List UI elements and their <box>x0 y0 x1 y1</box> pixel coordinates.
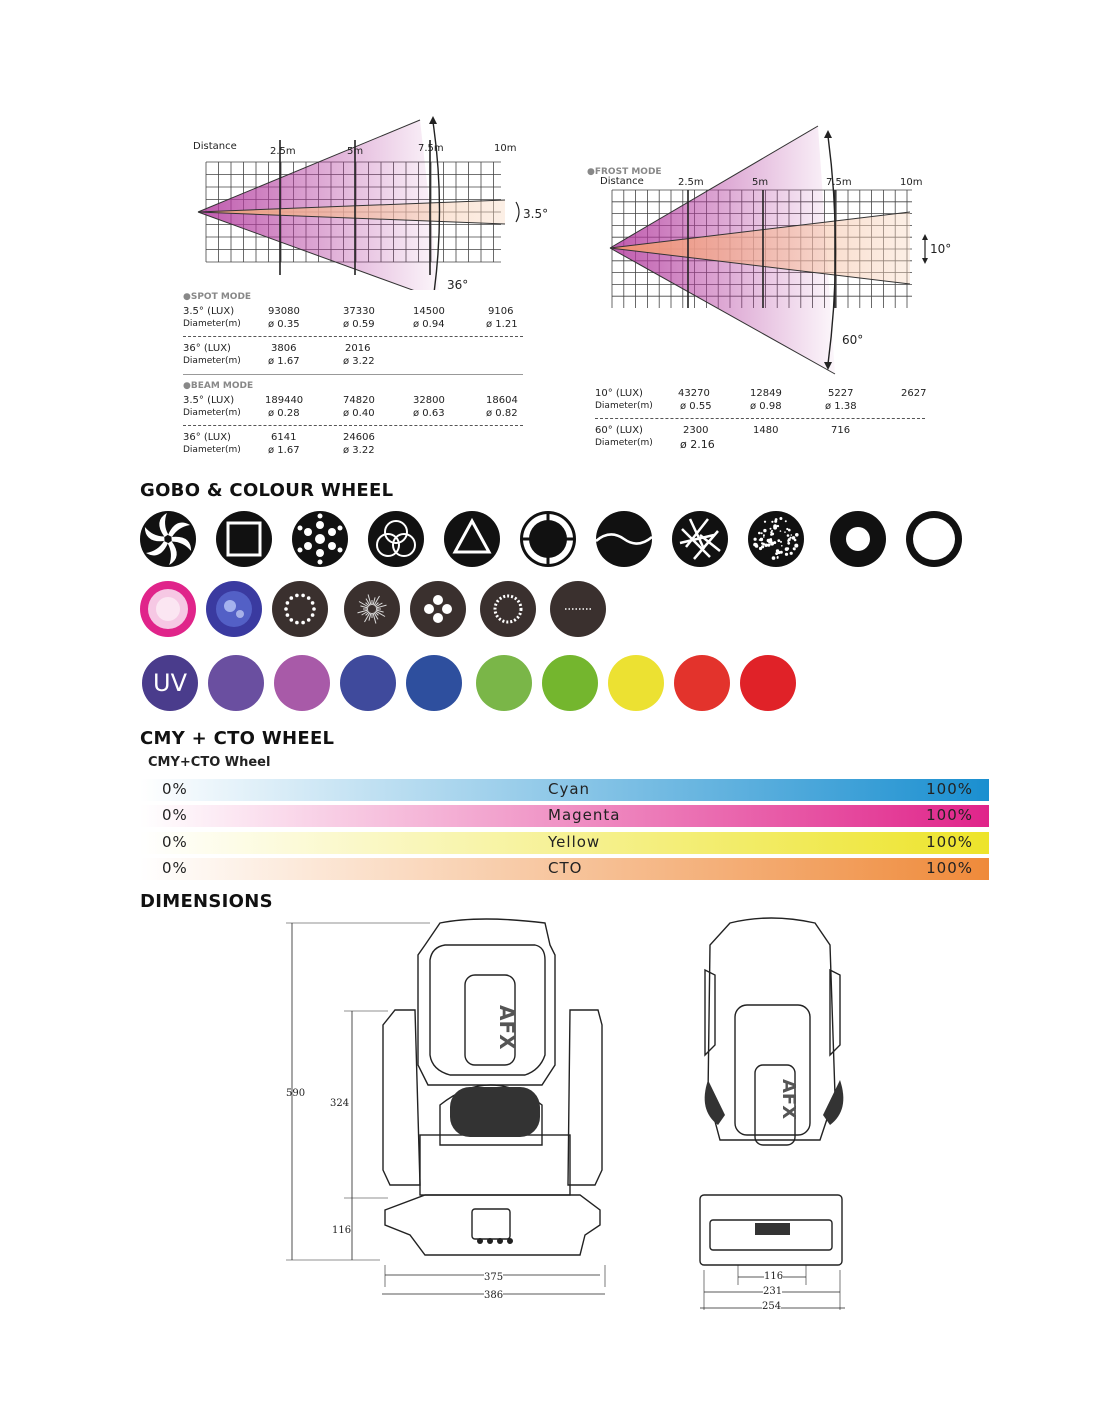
dim-overall-depth: 254 <box>762 1301 782 1309</box>
table-row: Diameter(m) ø 2.16 <box>595 438 715 451</box>
beam-mode-label: ●BEAM MODE <box>183 381 254 391</box>
cto-gradient-bar <box>140 858 989 880</box>
colour-swatch <box>674 655 730 711</box>
dim-inner-width: 116 <box>764 1271 784 1282</box>
gobo-row-1 <box>138 508 968 570</box>
colour-swatch-label: UV <box>153 669 187 697</box>
cyan-gradient-bar <box>140 779 989 801</box>
bar-name-label: Yellow <box>548 833 601 851</box>
distance-7-5m: 7.5m <box>826 177 852 188</box>
distance-5m: 5m <box>752 177 769 188</box>
distance-10m: 10m <box>900 177 923 188</box>
cmy-section-title: CMY + CTO WHEEL <box>140 728 335 749</box>
svg-text:AFX: AFX <box>778 1079 799 1120</box>
bar-end-label: 100% <box>926 859 973 877</box>
dim-base-height: 116 <box>332 1225 352 1236</box>
distance-label: Distance <box>600 176 644 187</box>
dash-ring-gobo-icon <box>480 581 536 637</box>
colour-swatch <box>608 655 664 711</box>
frost-mode-label: ●FROST MODE <box>587 167 662 177</box>
colour-wheel-row <box>142 655 802 713</box>
distance-7-5m: 7.5m <box>418 143 444 154</box>
table-row: Diameter(m) ø 0.28 ø 0.40 ø 0.63 ø 0.82 <box>183 408 518 419</box>
dim-upper-height: 324 <box>330 1098 350 1109</box>
bar-name-label: Cyan <box>548 780 591 798</box>
wide-angle-label: 36° <box>447 278 469 292</box>
swirl-gobo-icon <box>140 511 196 567</box>
colour-swatch <box>208 655 264 711</box>
star-dots-gobo-icon <box>748 511 804 567</box>
dim-base-width: 375 <box>484 1272 504 1283</box>
magenta-gradient-bar <box>140 805 989 827</box>
yellow-gradient-bar <box>140 832 989 854</box>
bar-end-label: 100% <box>926 806 973 824</box>
gobo-row-2 <box>138 580 618 640</box>
dim-side-base-width: 231 <box>763 1286 783 1297</box>
table-row: Diameter(m) ø 1.67 ø 3.22 <box>183 445 375 456</box>
distance-2-5m: 2.5m <box>678 177 704 188</box>
dimensions-section-title: DIMENSIONS <box>140 891 273 912</box>
distance-5m: 5m <box>347 146 364 157</box>
colour-swatch <box>476 655 532 711</box>
table-row: Diameter(m) ø 0.55 ø 0.98 ø 1.38 <box>595 401 857 412</box>
table-row: 3.5° (LUX) 189440 74820 32800 18604 <box>183 395 518 406</box>
beam-diagram-frost <box>560 120 960 380</box>
dot-ring-gobo-icon <box>272 581 328 637</box>
bar-start-label: 0% <box>162 806 188 824</box>
spot-table <box>183 306 523 369</box>
narrow-angle-label: 10° <box>930 242 952 256</box>
svg-text:AFX: AFX <box>495 1005 519 1050</box>
distance-2-5m: 2.5m <box>270 146 296 157</box>
table-row: 36° (LUX) 3806 2016 <box>183 343 371 354</box>
shattered-sticks-gobo-icon <box>672 511 728 567</box>
bar-start-label: 0% <box>162 780 188 798</box>
side-view-drawing <box>690 915 860 1315</box>
four-dots-gobo-icon <box>410 581 466 637</box>
beam-diagram-spot <box>150 110 570 290</box>
divider <box>183 374 523 375</box>
table-row: 10° (LUX) 43270 12849 5227 2627 <box>595 388 927 399</box>
thick-ring-gobo-icon <box>830 511 886 567</box>
wide-angle-label: 60° <box>842 333 864 347</box>
colour-swatch <box>340 655 396 711</box>
blue-glass-gobo-icon <box>206 581 262 637</box>
triangle-rings-gobo-icon <box>368 511 424 567</box>
table-row: 36° (LUX) 6141 24606 <box>183 432 375 443</box>
distance-label: Distance <box>193 141 237 152</box>
bar-name-label: Magenta <box>548 806 621 824</box>
colour-swatch <box>406 655 462 711</box>
gobo-section-title: GOBO & COLOUR WHEEL <box>140 480 394 501</box>
divider <box>595 418 925 419</box>
dim-overall-width: 386 <box>484 1290 504 1301</box>
table-row: Diameter(m) ø 0.35 ø 0.59 ø 0.94 ø 1.21 <box>183 319 518 330</box>
bar-start-label: 0% <box>162 833 188 851</box>
flower-dots-gobo-icon <box>292 511 348 567</box>
dim-total-height: 590 <box>286 1088 306 1099</box>
bar-end-label: 100% <box>926 780 973 798</box>
front-view-drawing <box>280 915 620 1305</box>
dotted-line-gobo-icon <box>550 581 606 637</box>
wave-split-gobo-icon <box>596 511 652 567</box>
colour-swatch <box>542 655 598 711</box>
crosshair-circle-gobo-icon <box>520 511 576 567</box>
colour-swatch <box>142 655 198 711</box>
table-row: 60° (LUX) 2300 1480 716 <box>595 425 851 436</box>
bar-name-label: CTO <box>548 859 583 877</box>
beam-table <box>183 395 523 458</box>
narrow-angle-label: 3.5° <box>523 207 549 221</box>
distance-10m: 10m <box>494 143 517 154</box>
bar-end-label: 100% <box>926 833 973 851</box>
colour-swatch <box>274 655 330 711</box>
colour-swatch <box>740 655 796 711</box>
cmy-subtitle: CMY+CTO Wheel <box>148 755 271 770</box>
spot-mode-label: ●SPOT MODE <box>183 292 252 302</box>
starburst-gobo-icon <box>344 581 400 637</box>
frost-table <box>595 388 925 451</box>
bar-start-label: 0% <box>162 859 188 877</box>
divider <box>183 336 523 337</box>
divider <box>183 425 523 426</box>
magenta-glass-gobo-icon <box>140 581 196 637</box>
thin-ring-gobo-icon <box>906 511 962 567</box>
triangle-gobo-icon <box>444 511 500 567</box>
table-row: 3.5° (LUX) 93080 37330 14500 9106 <box>183 306 514 317</box>
table-row: Diameter(m) ø 1.67 ø 3.22 <box>183 356 375 367</box>
square-frame-gobo-icon <box>216 511 272 567</box>
